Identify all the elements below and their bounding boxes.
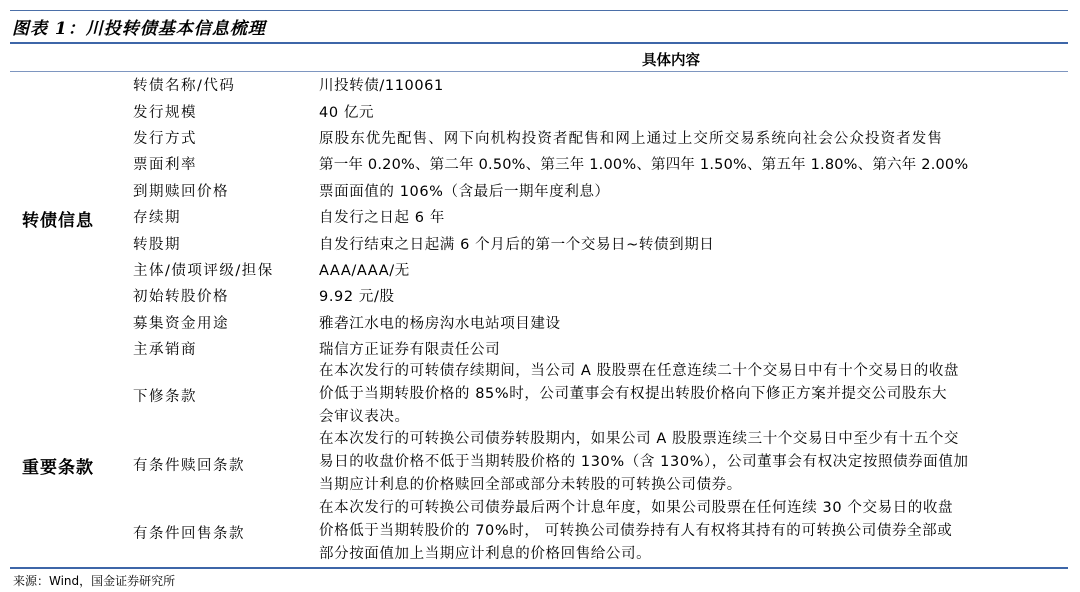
field-label: 主承销商	[133, 342, 197, 358]
term-line: 当期应计利息的价格赎回全部或部分未转股的可转换公司债券。	[319, 477, 742, 493]
term-label: 下修条款	[133, 389, 197, 405]
term-line: 部分按面值加上当期应计利息的价格回售给公司。	[319, 546, 652, 562]
field-label: 存续期	[133, 210, 181, 226]
bottom-rule	[10, 567, 1068, 569]
field-label: 到期赎回价格	[133, 184, 229, 200]
field-label: 发行规模	[133, 105, 197, 121]
source-note: 来源：Wind，国金证券研究所	[13, 574, 176, 588]
field-label: 转债名称/代码	[133, 78, 236, 94]
term-line: 易日的收盘价格不低于当期转股价格的 130%（含 130%），公司董事会有权决定按照债券面值加	[319, 454, 969, 470]
field-value: 瑞信方正证券有限责任公司	[319, 342, 501, 358]
term-line: 在本次发行的可转换公司债券最后两个计息年度，如果公司股票在任何连续 30 个交易日的收盘	[319, 500, 954, 516]
field-value: 9.92 元/股	[319, 289, 395, 305]
header-rule	[10, 71, 1068, 72]
title-block	[10, 11, 1068, 42]
field-label: 募集资金用途	[133, 316, 229, 332]
term-line: 在本次发行的可转换公司债券转股期内，如果公司 A 股股票连续三十个交易日中至少有十五个交	[319, 431, 960, 447]
term-label: 有条件回售条款	[133, 526, 245, 542]
header-content-label: 具体内容	[642, 53, 700, 69]
field-label: 转股期	[133, 237, 181, 253]
field-value: 40 亿元	[319, 105, 375, 121]
field-value: 雅砻江水电的杨房沟水电站项目建设	[319, 316, 561, 332]
field-label: 票面利率	[133, 157, 197, 173]
term-line: 在本次发行的可转债存续期间，当公司 A 股股票在任意连续二十个交易日中有十个交易日的收盘	[319, 363, 960, 379]
field-value: 自发行之日起 6 年	[319, 210, 445, 226]
term-line: 会审议表决。	[319, 409, 410, 425]
field-value: 自发行结束之日起满 6 个月后的第一个交易日~转债到期日	[319, 237, 715, 253]
figure-title: 图表 1：川投转债基本信息梳理	[12, 19, 266, 39]
term-description	[319, 497, 1059, 566]
term-line: 价格低于当期转股价的 70%时， 可转换公司债券持有人有权将其持有的可转换公司债券全部或	[319, 523, 953, 539]
term-line: 价低于当期转股价格的 85%时，公司董事会有权提出转股价格向下修正方案并提交公司股东大	[319, 386, 948, 402]
field-value: AAA/AAA/无	[319, 263, 410, 279]
field-label: 主体/债项评级/担保	[133, 263, 274, 279]
field-value: 川投转债/110061	[319, 78, 444, 94]
table-header	[10, 44, 1068, 71]
field-value: 第一年 0.20%、第二年 0.50%、第三年 1.00%、第四年 1.50%、第五年 1.80%、第六年 2.00%	[319, 157, 969, 173]
field-value: 票面面值的 106%（含最后一期年度利息）	[319, 184, 610, 200]
field-label: 初始转股价格	[133, 289, 229, 305]
field-label: 发行方式	[133, 131, 197, 147]
term-label: 有条件赎回条款	[133, 458, 245, 474]
section-bond-info: 转债信息	[22, 211, 94, 231]
section-key-terms: 重要条款	[22, 458, 94, 478]
term-description	[319, 360, 1059, 429]
field-value: 原股东优先配售、网下向机构投资者配售和网上通过上交所交易系统向社会公众投资者发售	[319, 131, 943, 147]
term-description	[319, 428, 1059, 497]
